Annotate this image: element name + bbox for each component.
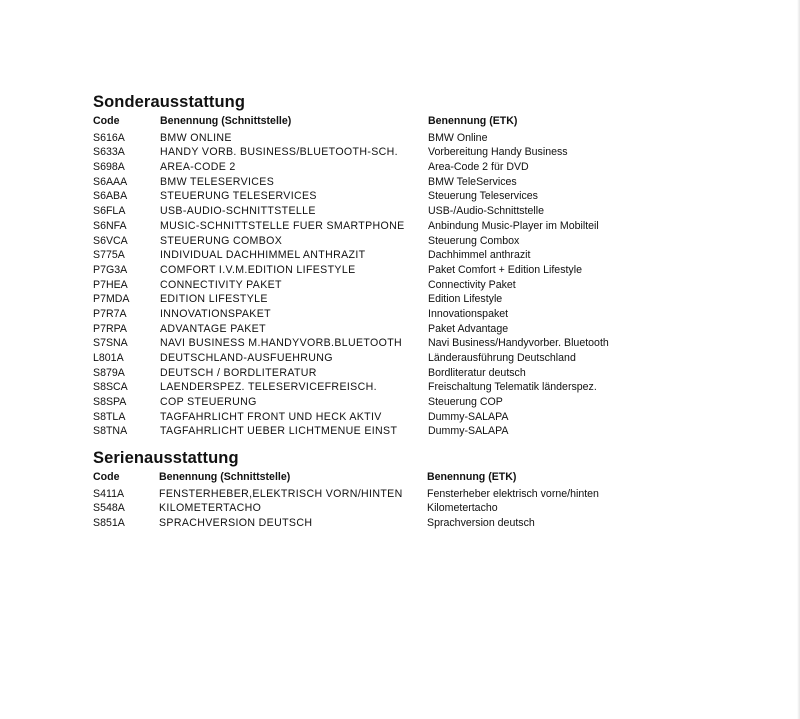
schnittstelle-cell: BMW ONLINE [160,131,232,144]
schnittstelle-cell: BMW TELESERVICES [160,175,275,188]
etk-cell: Steuerung Teleservices [428,190,538,203]
code-cell: P7MDA [93,293,130,306]
etk-cell: Kilometertacho [427,502,498,515]
table-row [93,322,509,337]
etk-cell: Fensterheber elektrisch vorne/hinten [427,487,599,500]
code-cell: S8SCA [93,381,128,394]
code-cell: S6VCA [93,234,128,247]
schnittstelle-cell: KILOMETERTACHO [159,502,262,515]
schnittstelle-cell: TAGFAHRLICHT FRONT UND HECK AKTIV [160,410,382,423]
schnittstelle-cell: INNOVATIONSPAKET [160,307,271,320]
table-row [93,424,509,439]
etk-cell: Edition Lifestyle [428,293,503,306]
table-row [93,189,538,204]
schnittstelle-cell: CONNECTIVITY PAKET [160,278,282,291]
table-row [93,351,576,366]
section-title: Serienausstattung [93,449,239,467]
sonderausstattung-section [93,90,609,439]
etk-cell: USB-/Audio-Schnittstelle [428,205,544,218]
code-cell: S879A [93,366,125,379]
etk-cell: BMW Online [428,131,488,144]
table-header [93,114,518,129]
etk-cell: Innovationspaket [428,307,509,320]
table-row [93,160,529,175]
table-row [93,292,503,307]
code-header: Code [93,471,120,483]
schnittstelle-cell: NAVI BUSINESS M.HANDYVORB.BLUETOOTH [160,337,403,350]
etk-cell: Bordliteratur deutsch [428,366,526,379]
schnittstelle-cell: EDITION LIFESTYLE [160,293,268,306]
table-row [93,145,568,160]
schnittstelle-cell: STEUERUNG TELESERVICES [160,190,317,203]
schnittstelle-cell: STEUERUNG COMBOX [160,234,283,247]
schnittstelle-cell: DEUTSCH / BORDLITERATUR [160,366,317,379]
code-cell: P7G3A [93,263,128,276]
code-cell: S8SPA [93,396,127,409]
table-body [93,487,599,531]
section-title: Sonderausstattung [93,93,246,111]
table-row [93,501,498,516]
code-cell: P7HEA [93,278,128,291]
table-row [93,234,520,249]
table-body [93,131,609,439]
table-row [93,278,516,293]
serienausstattung-section [93,446,599,531]
schnittstelle-header: Benennung (Schnittstelle) [160,115,292,127]
code-cell: S851A [93,517,125,530]
etk-cell: Navi Business/Handyvorber. Bluetooth [428,337,609,350]
code-cell: S6NFA [93,219,127,232]
table-header [93,470,517,485]
schnittstelle-cell: ADVANTAGE PAKET [160,322,266,335]
etk-cell: Dummy-SALAPA [428,410,509,423]
etk-cell: Connectivity Paket [428,278,516,291]
code-cell: S6AAA [93,175,128,188]
schnittstelle-cell: MUSIC-SCHNITTSTELLE FUER SMARTPHONE [160,219,405,232]
etk-cell: Area-Code 2 für DVD [428,161,529,174]
table-row [93,175,517,190]
schnittstelle-cell: COP STEUERUNG [160,396,257,409]
etk-cell: Dummy-SALAPA [428,425,509,438]
schnittstelle-cell: TAGFAHRLICHT UEBER LICHTMENUE EINST [160,425,398,438]
etk-cell: Länderausführung Deutschland [428,352,576,364]
code-cell: S411A [93,487,125,500]
schnittstelle-cell: SPRACHVERSION DEUTSCH [159,517,313,530]
table-row [93,516,535,531]
etk-cell: Vorbereitung Handy Business [428,146,568,159]
etk-header: Benennung (ETK) [427,471,517,483]
schnittstelle-cell: FENSTERHEBER,ELEKTRISCH VORN/HINTEN [159,487,403,500]
code-cell: P7RPA [93,322,127,335]
table-row [93,219,599,234]
table-row [93,336,609,351]
etk-cell: Steuerung COP [428,396,503,409]
code-cell: S548A [93,502,125,515]
code-cell: S7SNA [93,337,128,350]
table-row [93,410,509,425]
code-cell: S6FLA [93,205,126,218]
etk-cell: Paket Advantage [428,322,509,335]
table-row [93,307,509,322]
code-header: Code [93,115,120,127]
table-row [93,248,531,263]
schnittstelle-cell: USB-AUDIO-SCHNITTSTELLE [160,205,316,218]
table-row [93,131,488,146]
etk-cell: Sprachversion deutsch [427,517,535,530]
table-row [93,380,597,395]
etk-cell: Anbindung Music-Player im Mobilteil [428,219,599,232]
schnittstelle-cell: INDIVIDUAL DACHHIMMEL ANTHRAZIT [160,249,366,262]
schnittstelle-header: Benennung (Schnittstelle) [159,471,291,483]
schnittstelle-cell: LAENDERSPEZ. TELESERVICEFREISCH. [160,381,377,394]
table-row [93,204,544,219]
schnittstelle-cell: DEUTSCHLAND-AUSFUEHRUNG [160,352,333,364]
code-cell: P7R7A [93,307,127,320]
code-cell: S6ABA [93,190,128,203]
code-cell: S775A [93,249,125,262]
etk-cell: Freischaltung Telematik länderspez. [428,381,597,394]
code-cell: S698A [93,161,125,174]
code-cell: L801A [93,352,124,364]
schnittstelle-cell: AREA-CODE 2 [160,161,236,174]
etk-cell: Paket Comfort + Edition Lifestyle [428,263,582,276]
etk-cell: BMW TeleServices [428,175,517,188]
etk-header: Benennung (ETK) [428,115,518,127]
table-row [93,263,582,278]
code-cell: S8TNA [93,425,128,438]
schnittstelle-cell: COMFORT I.V.M.EDITION LIFESTYLE [160,263,356,276]
code-cell: S633A [93,146,125,159]
schnittstelle-cell: HANDY VORB. BUSINESS/BLUETOOTH-SCH. [160,146,398,159]
table-row [93,487,599,502]
table-row [93,366,526,381]
code-cell: S8TLA [93,410,126,423]
etk-cell: Steuerung Combox [428,234,520,247]
code-cell: S616A [93,131,125,144]
etk-cell: Dachhimmel anthrazit [428,249,531,262]
table-row [93,395,503,410]
